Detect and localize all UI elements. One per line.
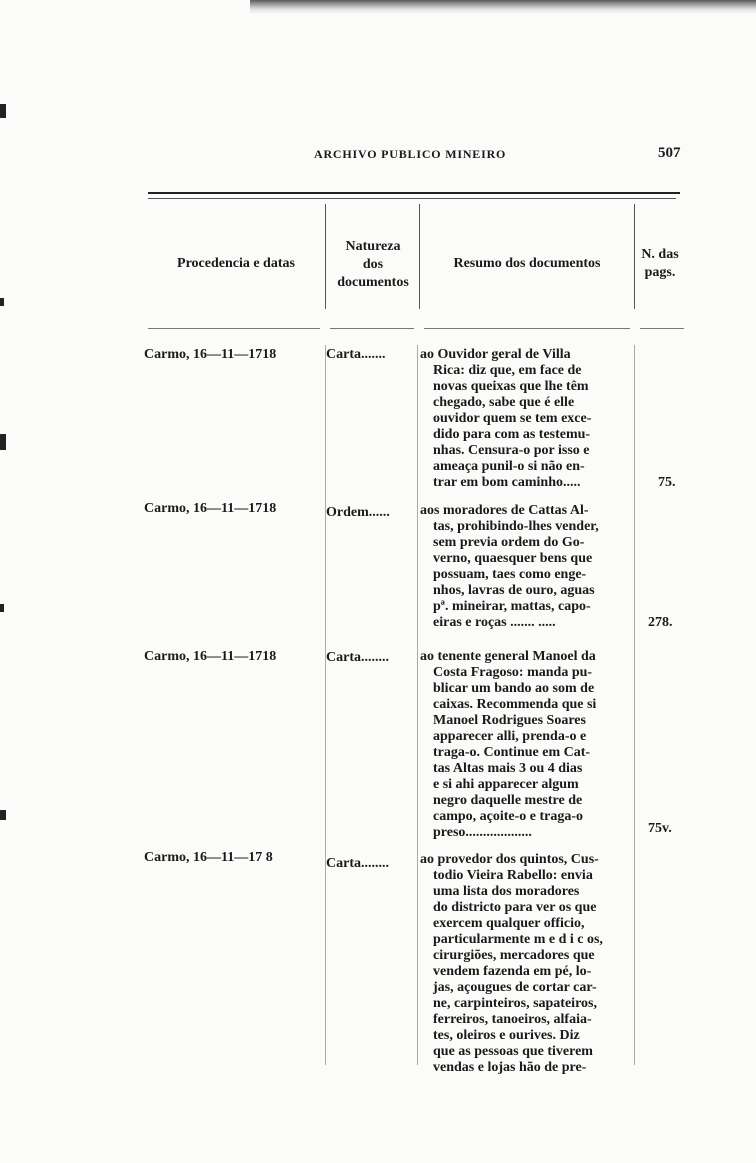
resumo-line: caixas. Recommenda que si <box>433 697 597 712</box>
resumo-line: ameaça punil-o si não en- <box>433 459 585 474</box>
resumo-line: campo, açoite-o e traga-o <box>433 809 584 824</box>
resumo-line: sem previa ordem do Go- <box>433 535 585 550</box>
column-header-resumo: Resumo dos documentos <box>453 256 601 271</box>
resumo-line: apparecer alli, prenda-o e <box>433 729 587 744</box>
header-divider <box>330 328 414 329</box>
edge-mark <box>0 298 4 306</box>
entry-resumo <box>420 649 596 841</box>
header-rule-thin <box>148 198 676 199</box>
resumo-line: e si ahi apparecer algum <box>433 777 579 792</box>
column-header-natureza: Natureza dos documentos <box>337 239 409 290</box>
resumo-line: cirurgiões, mercadores que <box>433 948 595 963</box>
scan-top-shadow <box>250 0 756 14</box>
entry-natureza: Carta....... <box>326 347 386 362</box>
column-header-pags: N. das pags. <box>641 247 679 280</box>
entry-natureza: Carta........ <box>326 650 389 665</box>
resumo-line: todio Vieira Rabello: envia <box>433 868 593 883</box>
resumo-line: tas, prohibindo-lhes vender, <box>433 519 599 534</box>
resumo-line: ao tenente general Manoel da <box>420 649 596 664</box>
resumo-line: Costa Fragoso: manda pu- <box>433 665 593 680</box>
resumo-line: jas, açougues de cortar car- <box>433 980 597 995</box>
resumo-line: Manoel Rodrigues Soares <box>433 713 586 728</box>
resumo-line: particularmente m e d i c os, <box>433 932 603 947</box>
resumo-line: preso................... <box>433 825 532 840</box>
header-divider <box>148 328 320 329</box>
entry-resumo <box>420 852 603 1076</box>
entry-procedencia: Carmo, 16—11—1718 <box>144 347 277 362</box>
entry-natureza: Carta........ <box>326 856 389 871</box>
column-header-procedencia: Procedencia e datas <box>177 256 295 271</box>
edge-mark <box>0 810 6 820</box>
page-header-title: ARCHIVO PUBLICO MINEIRO <box>314 147 507 161</box>
resumo-line: chegado, sabe que é elle <box>433 395 575 410</box>
entry-procedencia: Carmo, 16—11—1718 <box>144 649 277 664</box>
entry-pags: 75v. <box>648 821 672 836</box>
entry-natureza: Ordem...... <box>326 505 390 520</box>
column-divider <box>325 345 326 1065</box>
resumo-line: aos moradores de Cattas Al- <box>420 503 589 518</box>
page-number: 507 <box>658 145 681 161</box>
resumo-line: nhas. Censura-o por isso e <box>433 443 590 458</box>
resumo-line: blicar um bando ao som de <box>433 681 595 696</box>
resumo-line: exercem qualquer officio, <box>433 916 585 931</box>
resumo-line: ne, carpinteiros, sapateiros, <box>433 996 597 1011</box>
resumo-line: dido para com as testemu- <box>433 427 591 442</box>
column-divider <box>417 345 418 1065</box>
resumo-line: Rica: diz que, em face de <box>433 363 582 378</box>
resumo-line: ao provedor dos quintos, Cus- <box>420 852 599 867</box>
edge-mark <box>0 604 4 612</box>
resumo-line: possuam, taes como enge- <box>433 567 587 582</box>
entry-resumo <box>420 503 599 631</box>
resumo-line: vendem fazenda em pé, lo- <box>433 964 592 979</box>
entry-procedencia: Carmo, 16—11—1718 <box>144 501 277 516</box>
resumo-line: eiras e roças ....... ..... <box>433 615 556 630</box>
resumo-line: do districto para ver os que <box>433 900 597 915</box>
resumo-line: negro daquelle mestre de <box>433 793 583 808</box>
resumo-line: ferreiros, tanoeiros, alfaia- <box>433 1012 592 1027</box>
entry-pags: 75. <box>658 475 676 490</box>
resumo-line: tes, oleiros e ourives. Diz <box>433 1028 580 1043</box>
resumo-line: que as pessoas que tiverem <box>433 1044 593 1059</box>
resumo-line: pª. mineirar, mattas, capo- <box>433 599 591 614</box>
entry-resumo <box>420 347 591 491</box>
edge-mark <box>0 434 6 450</box>
resumo-line: tas Altas mais 3 ou 4 dias <box>433 761 583 776</box>
header-divider <box>424 328 630 329</box>
resumo-line: vendas e lojas hão de pre- <box>433 1060 587 1075</box>
column-divider <box>634 345 635 1065</box>
resumo-line: traga-o. Continue em Cat- <box>433 745 591 760</box>
resumo-line: verno, quaesquer bens que <box>433 551 593 566</box>
resumo-line: novas queixas que lhe têm <box>433 379 589 394</box>
entry-pags: 278. <box>648 615 673 630</box>
edge-mark <box>0 104 6 118</box>
resumo-line: ouvidor quem se tem exce- <box>433 411 592 426</box>
header-divider <box>640 328 684 329</box>
resumo-line: ao Ouvidor geral de Villa <box>420 347 571 362</box>
resumo-line: uma lista dos moradores <box>433 884 580 899</box>
entry-procedencia: Carmo, 16—11—17 8 <box>144 850 273 865</box>
resumo-line: nhos, lavras de ouro, aguas <box>433 583 595 598</box>
header-rule <box>148 192 680 194</box>
resumo-line: trar em bom caminho..... <box>433 475 581 490</box>
